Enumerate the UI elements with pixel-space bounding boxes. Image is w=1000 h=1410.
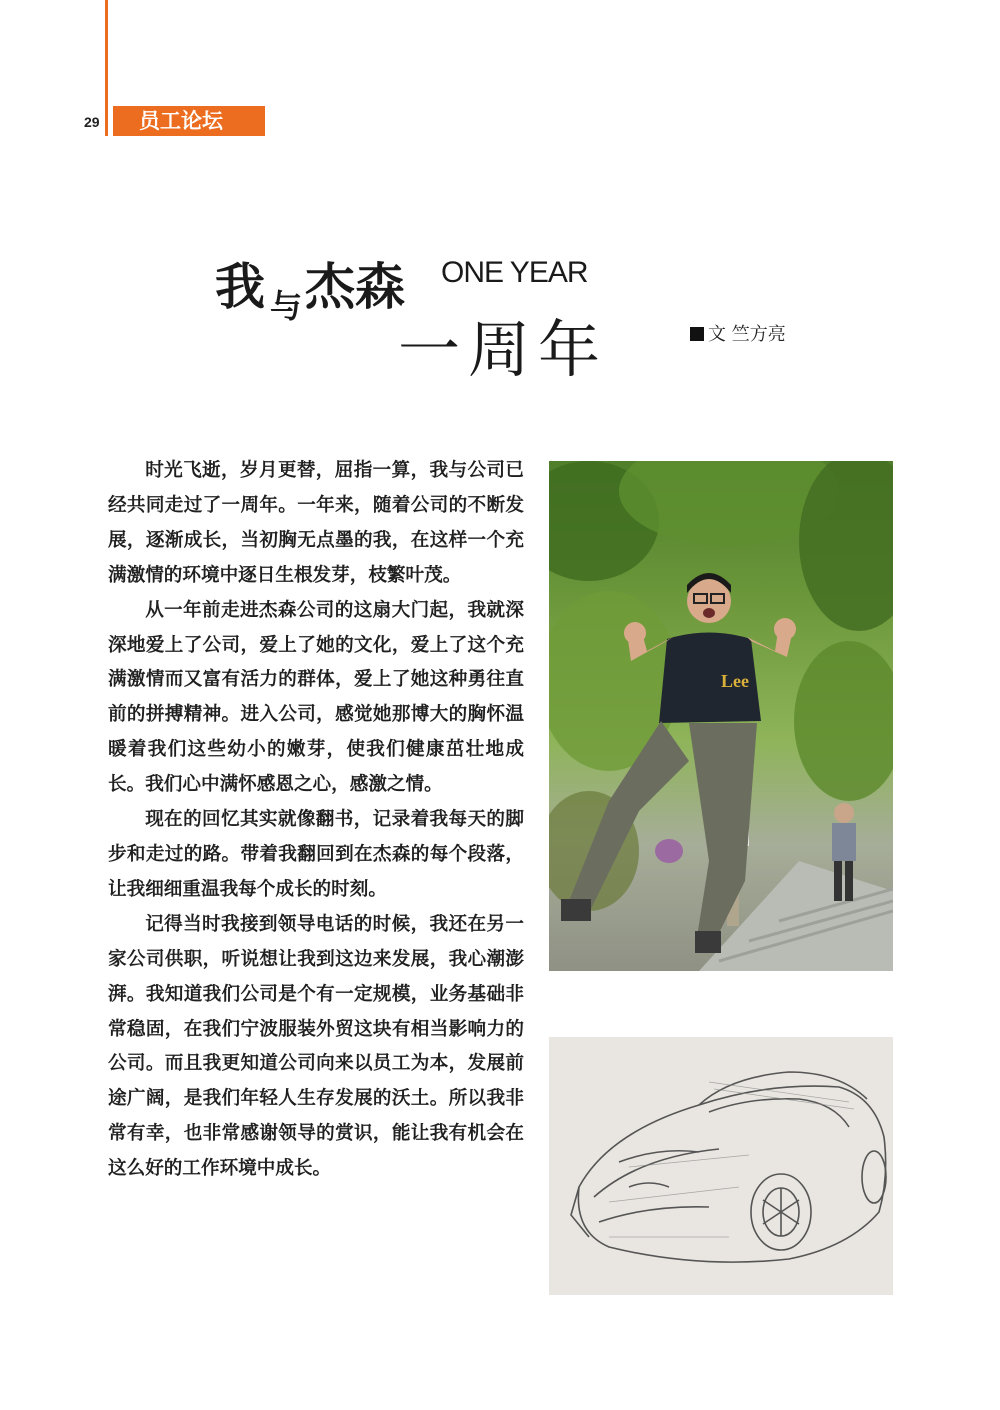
author-name: 文 竺方亮 — [708, 324, 786, 345]
title-part-4: ONE YEAR — [441, 256, 588, 289]
paragraph: 现在的回忆其实就像翻书，记录着我每天的脚步和走过的路。带着我翻回到在杰森的每个段落，让我细细重温我每个成长的时刻。 — [108, 809, 524, 900]
title-part-5: 一周年 — [398, 313, 609, 386]
title-part-2: 与 — [270, 287, 303, 325]
paragraph: 从一年前走进杰森公司的这扇大门起，我就深深地爱上了公司，爱上了她的文化，爱上了这个充满激情而又富有活力的群体，爱上了她这种勇往直前的拼搏精神。进入公司，感觉她那博大的胸怀温暖着我们这些幼小的嫩芽，使我们健康茁壮地成长。我们心中满怀感恩之心，感激之情。 — [108, 599, 524, 796]
shirt-logo: Lee — [721, 671, 749, 691]
section-tag: 员工论坛 — [113, 106, 265, 136]
car-sketch — [549, 1037, 893, 1295]
page-number: 29 — [84, 114, 100, 130]
hiking-photo-illustration — [549, 461, 893, 971]
author-byline — [690, 320, 786, 346]
accent-vertical-line — [105, 0, 108, 136]
car-sketch-illustration — [549, 1037, 893, 1295]
title-part-1: 我 — [215, 258, 265, 316]
title-part-3: 杰森 — [305, 258, 405, 316]
hiking-photo — [549, 461, 893, 971]
square-bullet-icon — [690, 327, 704, 341]
article-body — [108, 454, 524, 1187]
paragraph: 记得当时我接到领导电话的时候，我还在另一家公司供职，听说想让我到这边来发展，我心潮澎湃。我知道我们公司是个有一定规模，业务基础非常稳固，在我们宁波服装外贸这块有相当影响力的公司。而且我更知道公司向来以员工为本，发展前途广阔，是我们年轻人生存发展的沃土。所以我非常有幸，也非常感谢领导的赏识，能让我有机会在这么好的工作环境中成长。 — [108, 913, 524, 1180]
paragraph: 时光飞逝，岁月更替，屈指一算，我与公司已经共同走过了一周年。一年来，随着公司的不断发展，逐渐成长，当初胸无点墨的我，在这样一个充满激情的环境中逐日生根发芽，枝繁叶茂。 — [108, 460, 524, 586]
